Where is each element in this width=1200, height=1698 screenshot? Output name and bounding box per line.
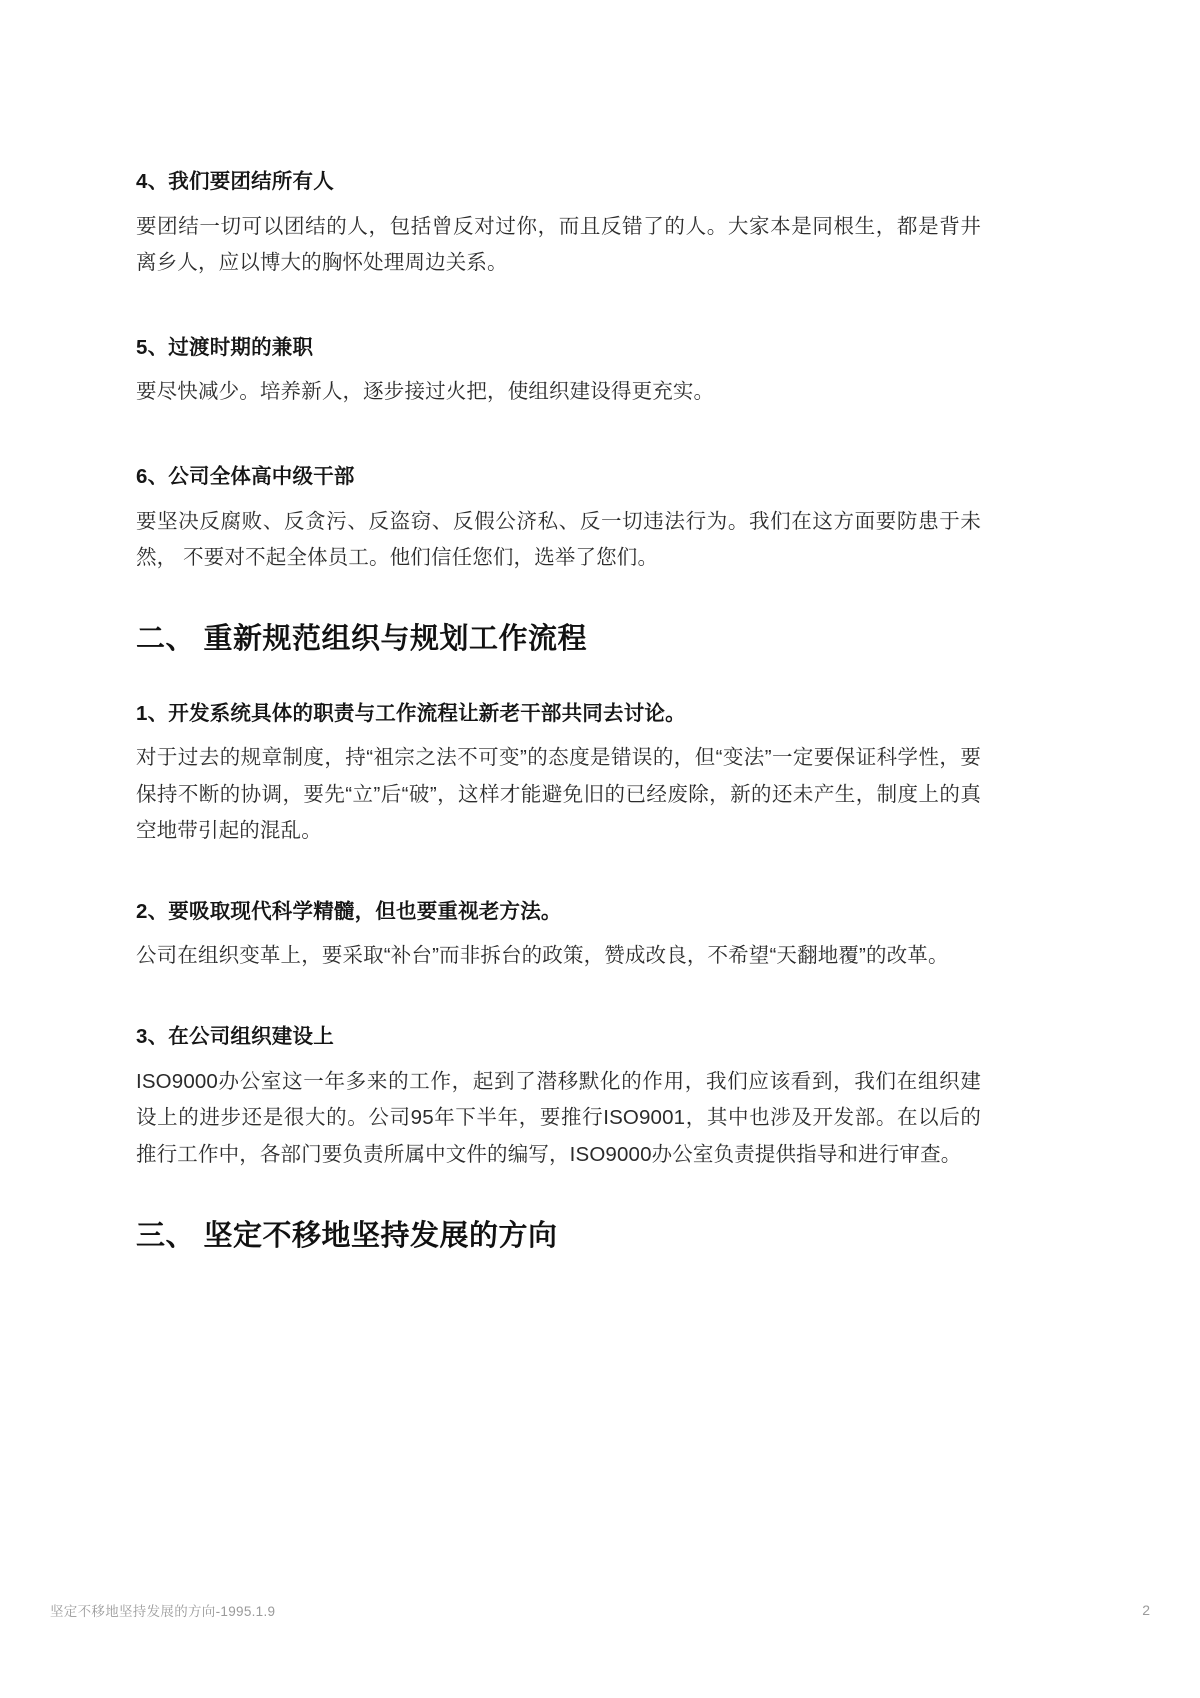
section-2-1-heading: 1、开发系统具体的职责与工作流程让新老干部共同去讨论。 (136, 701, 686, 725)
section-4-heading: 4、我们要团结所有人 (136, 170, 334, 193)
section-2-1 (136, 700, 981, 850)
section-2-2 (136, 898, 981, 975)
spacer (136, 975, 981, 1023)
section-2-3-body: ISO9000办公室这一年多来的工作，起到了潜移默化的作用，我们应该看到，我们在组织建设上的进步还是很大的。公司95年下半年，要推行ISO9001，其中也涉及开发部。在以后的推行工作中，各部门要负责所属中文件的编写，ISO9000办公室负责提供指导和进行审查。 (136, 1069, 981, 1166)
section-2-2-heading: 2、要吸取现代科学精髓，但也要重视老方法。 (136, 899, 562, 923)
major-heading-two: 二、 重新规范组织与规划工作流程 (136, 623, 588, 656)
footer-page-number: 2 (1142, 1602, 1150, 1618)
section-6-heading: 6、公司全体高中级干部 (136, 464, 355, 488)
section-2-3-heading: 3、在公司组织建设上 (136, 1024, 334, 1048)
section-4-body: 要团结一切可以团结的人，包括曾反对过你，而且反错了的人。大家本是同根生，都是背井离乡人，应以博大的胸怀处理周边关系。 (136, 214, 981, 275)
spacer (136, 850, 981, 898)
section-6 (136, 463, 981, 577)
section-4 (136, 168, 981, 282)
section-2-1-body: 对于过去的规章制度，持“祖宗之法不可变”的态度是错误的，但“变法”一定要保证科学性，要保持不断的协调，要先“立”后“破”，这样才能避免旧的已经废除，新的还未产生，制度上的真空地带引起的混乱。 (136, 746, 981, 843)
section-2-2-body: 公司在组织变革上，要采取“补台”而非拆台的政策，赞成改良，不希望“天翻地覆”的改革。 (136, 944, 949, 968)
section-6-body: 要坚决反腐败、反贪污、反盗窃、反假公济私、反一切违法行为。我们在这方面要防患于未然， 不要对不起全体员工。他们信任您们，选举了您们。 (136, 509, 981, 569)
major-heading-three: 三、 坚定不移地坚持发展的方向 (136, 1220, 558, 1253)
spacer (136, 411, 981, 463)
page-footer (50, 1600, 1150, 1620)
section-5 (136, 334, 981, 411)
footer-document-title: 坚定不移地坚持发展的方向-1995.1.9 (50, 1604, 276, 1619)
spacer (136, 670, 981, 700)
section-5-heading: 5、过渡时期的兼职 (136, 335, 314, 359)
section-2-3 (136, 1023, 981, 1173)
spacer (136, 282, 981, 334)
document-content (136, 168, 981, 1266)
section-5-body: 要尽快减少。培养新人，逐步接过火把，使组织建设得更充实。 (136, 380, 715, 404)
